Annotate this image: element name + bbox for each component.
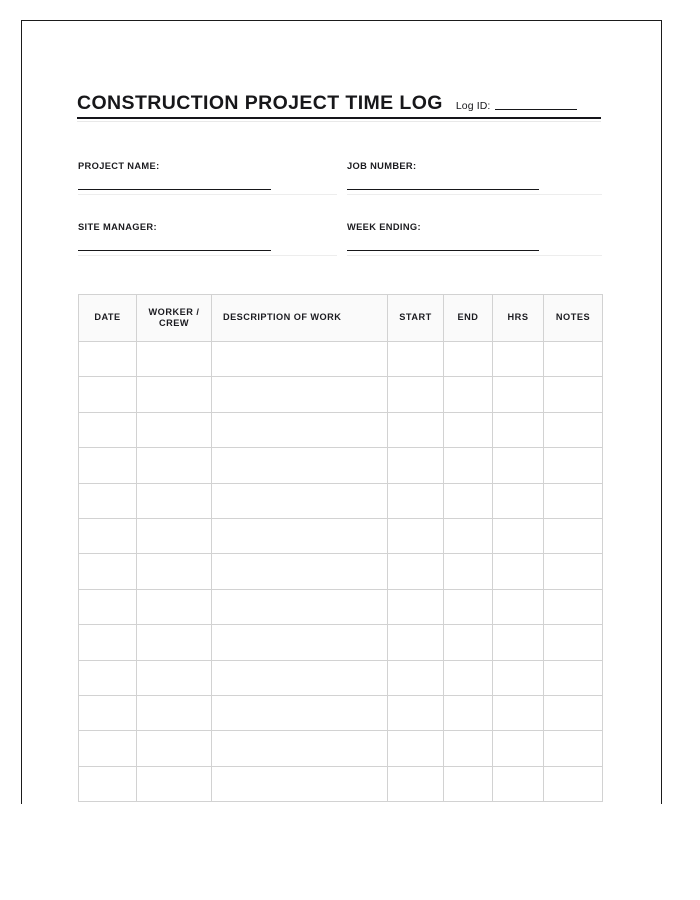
log-id-label: Log ID: — [455, 100, 491, 112]
cell-notes[interactable] — [544, 589, 603, 624]
cell-hrs[interactable] — [493, 660, 544, 695]
cell-crew[interactable] — [137, 518, 212, 553]
log-id-input-blank[interactable] — [495, 108, 577, 110]
field-project-name-input[interactable] — [78, 189, 271, 190]
column-header-date: DATE — [79, 295, 137, 342]
cell-hrs[interactable] — [493, 554, 544, 589]
column-header-description: DESCRIPTION OF WORK — [212, 295, 388, 342]
field-week-ending[interactable] — [347, 222, 421, 232]
cell-hrs[interactable] — [493, 377, 544, 412]
cell-hrs[interactable] — [493, 625, 544, 660]
cell-date[interactable] — [79, 589, 137, 624]
cell-notes[interactable] — [544, 342, 603, 377]
cell-end[interactable] — [444, 554, 493, 589]
field-week-ending-underline-soft — [347, 255, 602, 256]
table-row — [79, 448, 603, 483]
cell-date[interactable] — [79, 342, 137, 377]
table-row — [79, 589, 603, 624]
cell-notes[interactable] — [544, 660, 603, 695]
cell-notes[interactable] — [544, 554, 603, 589]
document-page — [21, 20, 662, 804]
cell-description[interactable] — [212, 554, 388, 589]
cell-crew[interactable] — [137, 448, 212, 483]
field-job-number-underline-soft — [347, 194, 602, 195]
field-job-number-input[interactable] — [347, 189, 539, 190]
cell-notes[interactable] — [544, 377, 603, 412]
cell-date[interactable] — [79, 731, 137, 766]
cell-description[interactable] — [212, 483, 388, 518]
cell-description[interactable] — [212, 695, 388, 730]
table-row — [79, 412, 603, 447]
cell-end[interactable] — [444, 518, 493, 553]
cell-description[interactable] — [212, 589, 388, 624]
cell-description[interactable] — [212, 412, 388, 447]
column-header-notes: NOTES — [544, 295, 603, 342]
cell-start[interactable] — [388, 695, 444, 730]
cell-description[interactable] — [212, 342, 388, 377]
cell-crew[interactable] — [137, 625, 212, 660]
cell-description[interactable] — [212, 448, 388, 483]
column-header-start: START — [388, 295, 444, 342]
title-divider-shadow — [77, 121, 601, 122]
page-content — [22, 21, 662, 804]
cell-crew[interactable] — [137, 660, 212, 695]
cell-crew[interactable] — [137, 554, 212, 589]
cell-date[interactable] — [79, 554, 137, 589]
cell-description[interactable] — [212, 625, 388, 660]
cell-description[interactable] — [212, 660, 388, 695]
field-job-number-label: JOB NUMBER: — [347, 161, 417, 171]
field-site-manager-underline-soft — [78, 255, 337, 256]
time-log-table — [78, 294, 603, 802]
table-row — [79, 695, 603, 730]
cell-start[interactable] — [388, 766, 444, 801]
cell-start[interactable] — [388, 518, 444, 553]
cell-hrs[interactable] — [493, 483, 544, 518]
cell-hrs[interactable] — [493, 448, 544, 483]
column-header-worker-crew — [137, 295, 212, 342]
cell-notes[interactable] — [544, 731, 603, 766]
field-project-name-label: PROJECT NAME: — [78, 161, 160, 171]
cell-end[interactable] — [444, 412, 493, 447]
title-divider — [77, 117, 601, 119]
table-header — [79, 295, 603, 342]
cell-hrs[interactable] — [493, 342, 544, 377]
cell-notes[interactable] — [544, 412, 603, 447]
table-row — [79, 377, 603, 412]
cell-crew[interactable] — [137, 412, 212, 447]
cell-end[interactable] — [444, 377, 493, 412]
table-row — [79, 554, 603, 589]
cell-crew[interactable] — [137, 731, 212, 766]
cell-hrs[interactable] — [493, 412, 544, 447]
field-site-manager[interactable] — [78, 222, 157, 232]
cell-crew[interactable] — [137, 342, 212, 377]
field-project-name-underline-soft — [78, 194, 337, 195]
cell-start[interactable] — [388, 731, 444, 766]
cell-start[interactable] — [388, 412, 444, 447]
table-row — [79, 731, 603, 766]
cell-notes[interactable] — [544, 518, 603, 553]
cell-description[interactable] — [212, 731, 388, 766]
cell-start[interactable] — [388, 342, 444, 377]
cell-description[interactable] — [212, 377, 388, 412]
cell-start[interactable] — [388, 448, 444, 483]
cell-hrs[interactable] — [493, 766, 544, 801]
column-header-hrs: HRS — [493, 295, 544, 342]
cell-start[interactable] — [388, 377, 444, 412]
cell-end[interactable] — [444, 766, 493, 801]
cell-end[interactable] — [444, 660, 493, 695]
field-site-manager-input[interactable] — [78, 250, 271, 251]
page-title: CONSTRUCTION PROJECT TIME LOG — [77, 91, 443, 114]
column-header-end: END — [444, 295, 493, 342]
cell-crew[interactable] — [137, 766, 212, 801]
table-row — [79, 342, 603, 377]
cell-hrs[interactable] — [493, 518, 544, 553]
cell-end[interactable] — [444, 695, 493, 730]
cell-notes[interactable] — [544, 448, 603, 483]
cell-notes[interactable] — [544, 695, 603, 730]
cell-notes[interactable] — [544, 766, 603, 801]
cell-crew[interactable] — [137, 483, 212, 518]
field-site-manager-label: SITE MANAGER: — [78, 222, 157, 232]
cell-crew[interactable] — [137, 377, 212, 412]
cell-date[interactable] — [79, 766, 137, 801]
cell-description[interactable] — [212, 766, 388, 801]
cell-date[interactable] — [79, 518, 137, 553]
cell-date[interactable] — [79, 483, 137, 518]
cell-end[interactable] — [444, 731, 493, 766]
field-week-ending-label: WEEK ENDING: — [347, 222, 421, 232]
table-header-row — [79, 295, 603, 342]
cell-end[interactable] — [444, 342, 493, 377]
table-row — [79, 625, 603, 660]
cell-end[interactable] — [444, 483, 493, 518]
table-row — [79, 518, 603, 553]
cell-hrs[interactable] — [493, 731, 544, 766]
field-project-name[interactable] — [78, 161, 160, 171]
cell-date[interactable] — [79, 448, 137, 483]
cell-start[interactable] — [388, 483, 444, 518]
cell-date[interactable] — [79, 660, 137, 695]
field-job-number[interactable] — [347, 161, 416, 171]
cell-start[interactable] — [388, 660, 444, 695]
log-id-field[interactable] — [456, 100, 578, 113]
cell-start[interactable] — [388, 554, 444, 589]
table-row — [79, 766, 603, 801]
cell-crew[interactable] — [137, 695, 212, 730]
cell-date[interactable] — [79, 412, 137, 447]
table-row — [79, 660, 603, 695]
cell-start[interactable] — [388, 589, 444, 624]
cell-end[interactable] — [444, 625, 493, 660]
cell-end[interactable] — [444, 448, 493, 483]
cell-end[interactable] — [444, 589, 493, 624]
column-header-worker-crew-line1: WORKER / — [148, 306, 200, 317]
cell-hrs[interactable] — [493, 589, 544, 624]
table-row — [79, 483, 603, 518]
cell-crew[interactable] — [137, 589, 212, 624]
title-row — [77, 83, 622, 113]
cell-date[interactable] — [79, 377, 137, 412]
cell-notes[interactable] — [544, 625, 603, 660]
cell-start[interactable] — [388, 625, 444, 660]
time-log-table-wrap — [78, 294, 602, 802]
field-week-ending-input[interactable] — [347, 250, 539, 251]
cell-description[interactable] — [212, 518, 388, 553]
cell-date[interactable] — [79, 695, 137, 730]
table-body — [79, 342, 603, 802]
cell-hrs[interactable] — [493, 695, 544, 730]
cell-notes[interactable] — [544, 483, 603, 518]
cell-date[interactable] — [79, 625, 137, 660]
column-header-worker-crew-line2: CREW — [158, 318, 190, 328]
